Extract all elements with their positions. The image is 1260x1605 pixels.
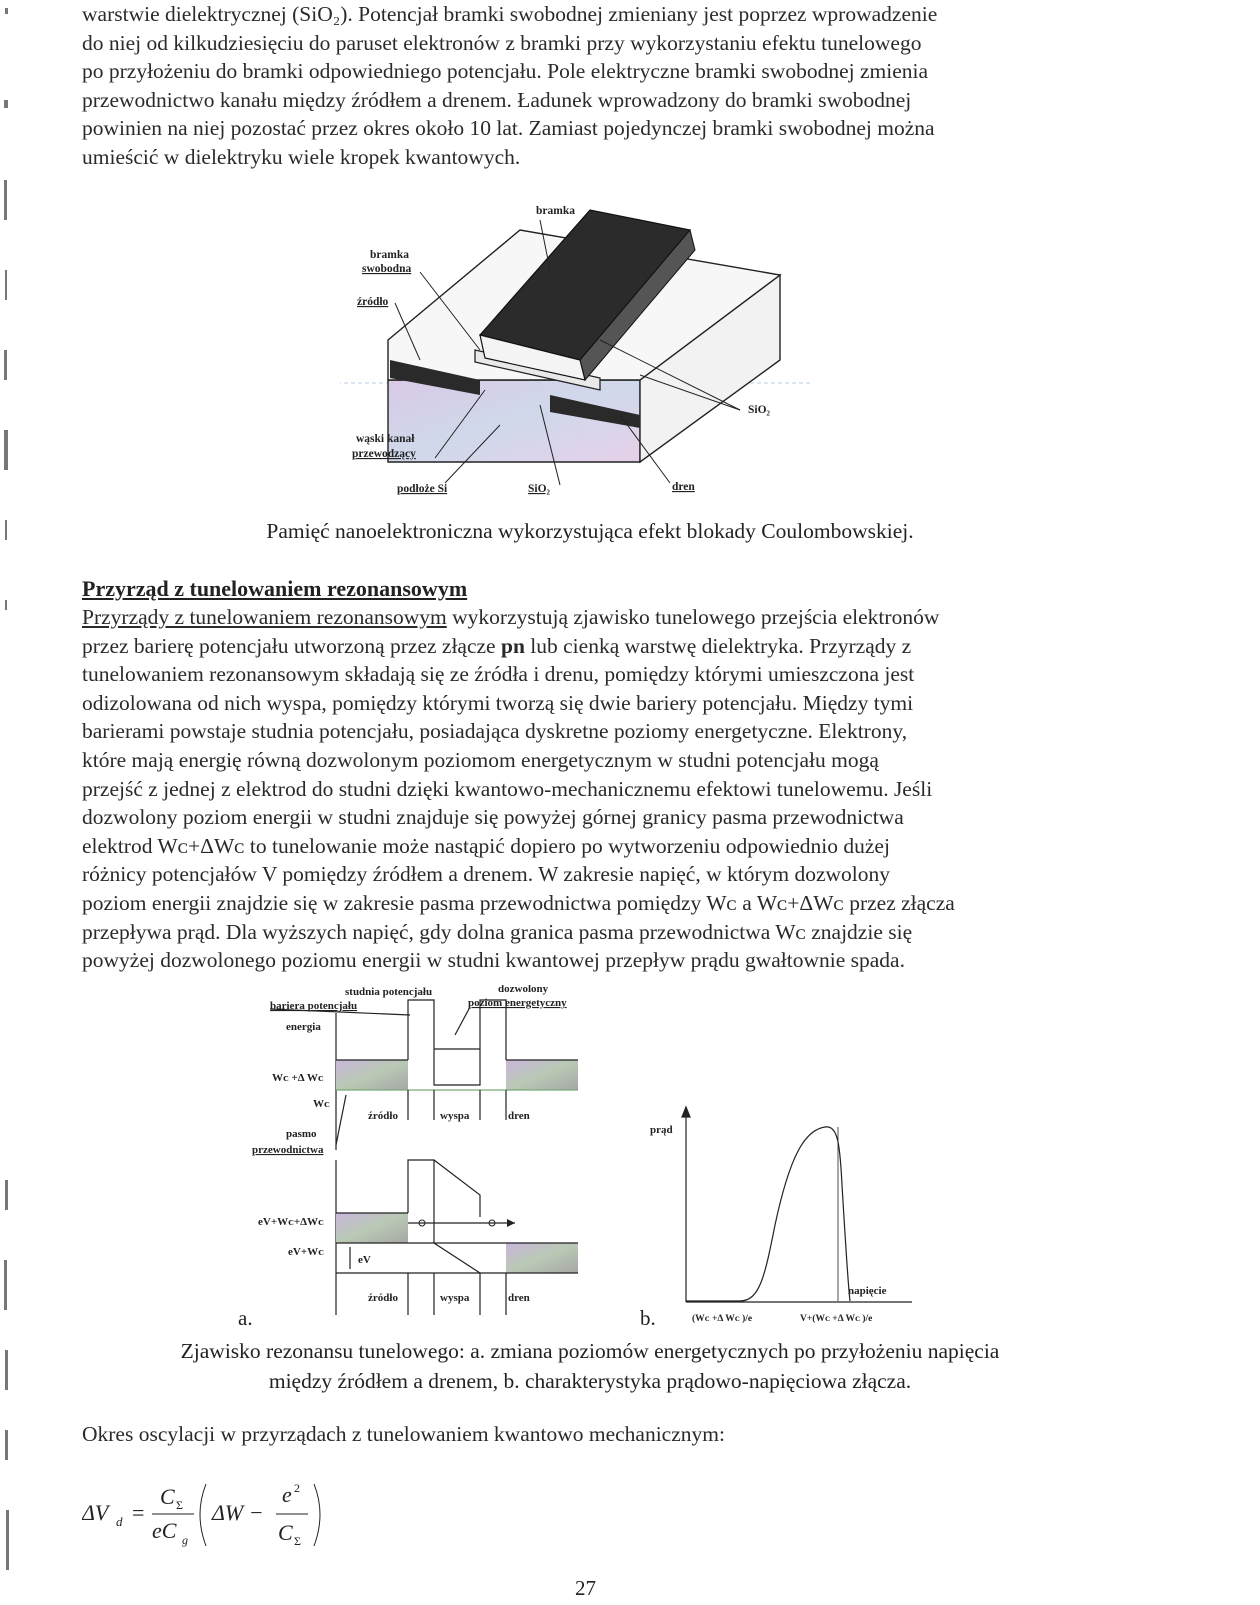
oscillation-text	[82, 1420, 1092, 1449]
label-przewodnictwa: przewodnictwa	[252, 1144, 324, 1156]
text-line: przepływa prąd. Dla wyższych napięć, gdy dolna granica pasma przewodnictwa Wᴄ znajdzie się	[82, 919, 913, 944]
label-napiecie: napięcie	[848, 1285, 887, 1297]
tick-label-1: (Wᴄ +Δ Wᴄ )/e	[692, 1314, 753, 1324]
label-wc: Wᴄ	[313, 1098, 330, 1110]
label-dren: dren	[672, 481, 695, 493]
formula-denominator: eC	[152, 1518, 177, 1543]
text-line: poziom energii znajdzie się w zakresie pasma przewodnictwa pomiędzy Wᴄ a Wᴄ+ΔWᴄ przez złącza	[82, 890, 955, 915]
text-line: powyżej dozwolonego poziomu energii w studni kwantowej przepływ prądu gwałtownie spada.	[82, 948, 905, 973]
label-ev-wc: eV+Wᴄ	[288, 1246, 324, 1258]
sublabel-b: b.	[640, 1306, 656, 1330]
oscillation-formula	[82, 1480, 342, 1550]
sublabel-a: a.	[238, 1306, 253, 1330]
text-line: umieścić w dielektryku wiele kropek kwantowych.	[82, 144, 521, 169]
text-line	[82, 632, 1092, 661]
text-line: różnicy potencjałów V pomiędzy źródłem a drenem. W zakresie napięć, w którym dozwolony	[82, 862, 890, 887]
text-line: warstwie dielektrycznej (SiO₂). Potencjał bramki swobodnej zmieniany jest poprzez wprowadzenie	[82, 2, 938, 26]
label-bariera: bariera potencjału	[270, 1000, 358, 1012]
label-podloze: podłoże Si	[397, 483, 448, 495]
label-sio2-right: SiO₂	[748, 404, 770, 416]
label-ev: eV	[358, 1254, 371, 1266]
iv-characteristic-chart	[650, 1105, 940, 1350]
text-fragment: przez barierę potencjału utworzoną przez złącze	[82, 633, 501, 658]
figure2-caption-line2: między źródłem a drenem, b. charakterystyka prądowo-napięciowa złącza.	[268, 1369, 912, 1393]
text-line: elektrod Wᴄ+ΔWᴄ to tunelowanie może nastąpić dopiero po wytworzeniu odpowiednio dużej	[82, 833, 890, 858]
label-prad: prąd	[650, 1124, 673, 1136]
formula-e: e	[282, 1482, 292, 1507]
formula-c: C	[278, 1520, 293, 1545]
text-line: przewodnictwo kanału między źródłem a drenem. Ładunek wprowadzony do bramki swobodnej	[82, 87, 912, 112]
text-line: które mają energię równą dozwolonym poziomom energetycznym w studni potencjału mogą	[82, 747, 879, 772]
label-dren-top: dren	[508, 1110, 530, 1122]
label-bramka-swobodna-2: swobodna	[362, 263, 412, 275]
memory-device-figure	[340, 200, 810, 510]
text-line: po przyłożeniu do bramki odpowiedniego potencjału. Pole elektryczne bramki swobodnej zmienia	[82, 59, 929, 84]
formula-denominator-sub: g	[182, 1533, 188, 1547]
section-heading: Przyrząd z tunelowaniem rezonansowym	[82, 576, 468, 601]
page-number: 27	[575, 1576, 596, 1600]
text-fragment: lub cienką warstwę dielektryka. Przyrządy z	[524, 633, 912, 658]
formula-lhs-sub: d	[116, 1514, 123, 1529]
energy-band-diagram	[250, 985, 620, 1345]
figure1-caption: Pamięć nanoelektroniczna wykorzystująca efekt blokady Coulombowskiej.	[266, 519, 914, 543]
label-dren-bottom: dren	[508, 1292, 530, 1304]
formula-delta-w: ΔW −	[212, 1500, 264, 1525]
label-wyspa-bottom: wyspa	[440, 1292, 470, 1304]
label-waski-1: wąski kanał	[356, 433, 415, 445]
intro-paragraph	[82, 0, 1092, 172]
text-line: barierami powstaje studnia potencjału, posiadająca dyskretne poziomy energetyczne. Elektrony,	[82, 719, 908, 744]
text-fragment: wykorzystują zjawisko tunelowego przejścia elektronów	[446, 605, 940, 629]
label-bramka-swobodna-1: bramka	[370, 249, 409, 261]
formula-numerator-sub: Σ	[176, 1498, 183, 1512]
tick-label-2: V+(Wᴄ +Δ Wᴄ )/e	[800, 1314, 873, 1324]
label-pasmo: pasmo	[286, 1128, 317, 1140]
text-line: odizolowana od nich wyspa, pomiędzy którymi tworzą się dwie bariery potencjału. Między tymi	[82, 690, 914, 715]
text-line: tunelowaniem rezonansowym składają się ze źródła i drenu, pomiędzy którymi umieszczona jest	[82, 662, 915, 687]
section-paragraph	[82, 603, 1092, 975]
formula-equals: =	[132, 1500, 145, 1525]
text-line: przejść z jednej z elektrod do studni dzięki kwantowo-mechanicznemu efektowi tunelowemu. Jeśli	[82, 776, 933, 801]
label-studnia: studnia potencjału	[345, 986, 433, 998]
bold-term: pn	[500, 633, 525, 658]
label-ev-wc-dwc: eV+Wᴄ+ΔWᴄ	[258, 1216, 324, 1228]
underlined-term: Przyrządy z tunelowaniem rezonansowym	[82, 605, 447, 629]
label-zrodlo: źródło	[357, 296, 389, 308]
label-zrodlo-top: źródło	[368, 1110, 398, 1122]
formula-c-sub: Σ	[294, 1534, 301, 1548]
formula-numerator: C	[160, 1484, 175, 1509]
text-line: do niej od kilkudziesięciu do paruset elektronów z bramki przy wykorzystaniu efektu tunelowego	[82, 30, 922, 55]
text-line	[82, 603, 1092, 632]
label-zrodlo-bottom: źródło	[368, 1292, 398, 1304]
label-dozwolony: dozwolony	[498, 985, 549, 995]
label-wc-dwc: Wᴄ +Δ Wᴄ	[272, 1072, 324, 1084]
text-line: Okres oscylacji w przyrządach z tunelowaniem kwantowo mechanicznym:	[82, 1422, 725, 1446]
label-bramka: bramka	[536, 205, 575, 217]
label-wyspa-top: wyspa	[440, 1110, 470, 1122]
formula-lhs: ΔV	[82, 1500, 109, 1525]
figure2-caption-line1: Zjawisko rezonansu tunelowego: a. zmiana poziomów energetycznych po przyłożeniu napięcia	[180, 1339, 1000, 1363]
label-sio2-bottom: SiO₂	[528, 483, 550, 495]
formula-e-sup: 2	[294, 1481, 300, 1495]
text-line: dozwolony poziom energii w studni znajduje się powyżej górnej granicy pasma przewodnictwa	[82, 805, 904, 830]
label-energia: energia	[286, 1021, 321, 1033]
text-line: powinien na niej pozostać przez okres około 10 lat. Zamiast pojedynczej bramki swobodnej można	[82, 116, 935, 141]
label-poziom: poziom energetyczny	[468, 997, 567, 1009]
label-waski-2: przewodzący	[352, 448, 416, 460]
